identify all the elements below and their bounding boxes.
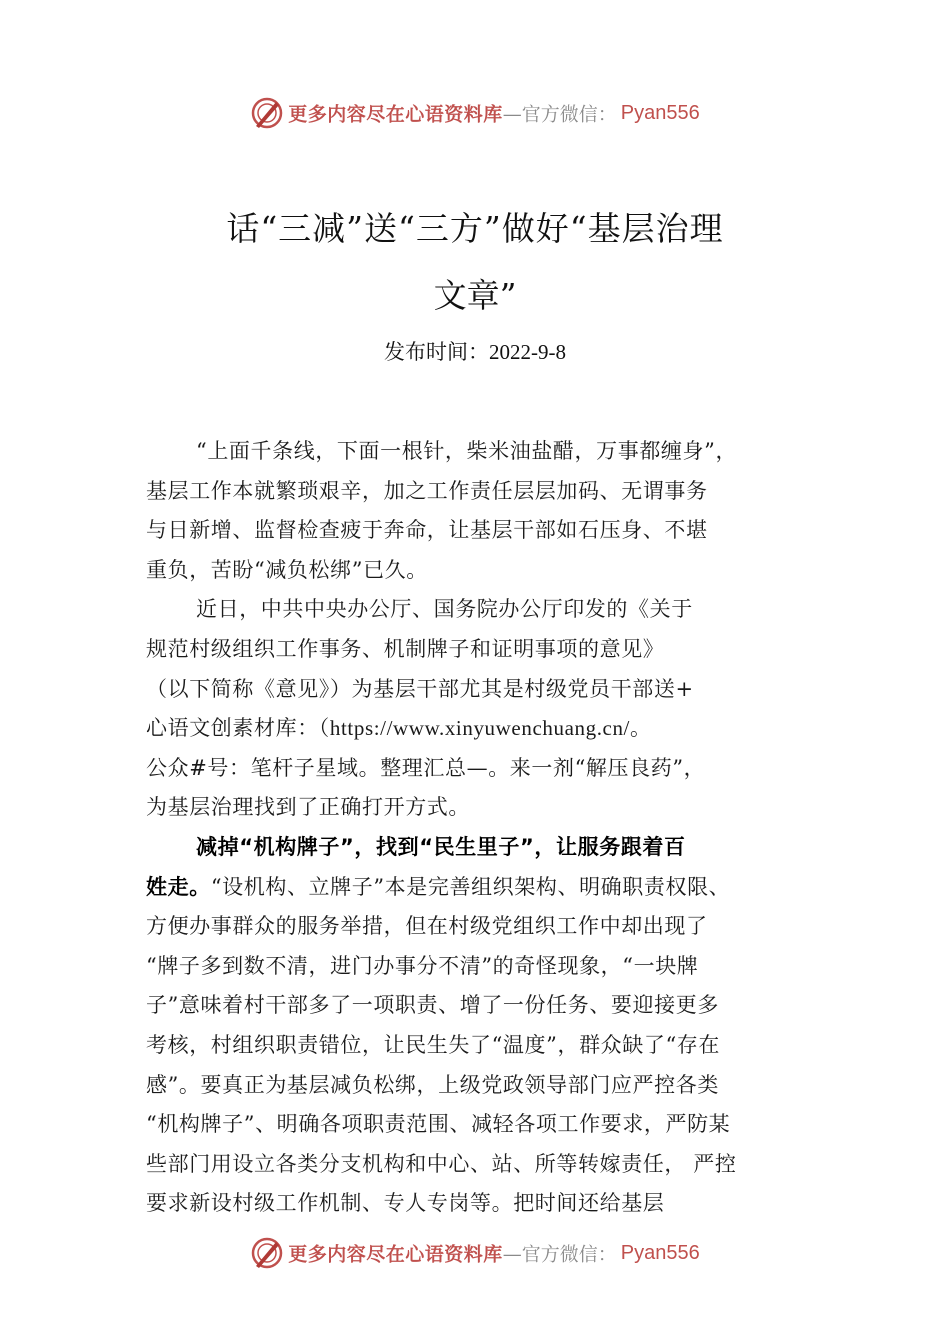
watermark-wechat-id: Pyan556 xyxy=(620,101,700,124)
watermark-dash: —官方微信： xyxy=(502,1243,617,1266)
paragraph-3-line: 方便办事群众的服务举措，但在村级党组织工作中却出现了 xyxy=(146,914,708,939)
footer-watermark xyxy=(0,1236,950,1270)
paragraph-3-line xyxy=(146,868,826,908)
paragraph-2-line: 心语文创素材库：（https://www.xinyuwenchuang.cn/。 xyxy=(146,716,652,741)
paragraph-3-line xyxy=(146,828,826,868)
paragraph-3-text: “设机构、立牌子”本是完善组织架构、明确职责权限、 xyxy=(210,874,731,899)
paragraph-3-line: 要求新设村级工作机制、专人专岗等。把时间还给基层 xyxy=(146,1191,665,1216)
paragraph-3-line: 子”意味着村干部多了一项职责、增了一份任务、要迎接更多 xyxy=(146,993,719,1018)
paragraph-2-line: （以下简称《意见》）为基层干部尤其是村级党员干部送+ xyxy=(146,676,694,701)
paragraph-3-heading: 减掉“机构牌子”，找到“民生里子”，让服务跟着百 xyxy=(196,834,686,859)
paragraph-3-line: 感”。要真正为基层减负松绑，上级党政领导部门应严控各类 xyxy=(146,1072,719,1097)
watermark-brand: 更多内容尽在心语资料库 xyxy=(288,103,503,126)
watermark-dash: —官方微信： xyxy=(502,103,617,126)
paragraph-3-line: 考核，村组织职责错位，让民生失了“温度”，群众缺了“存在 xyxy=(146,1032,721,1057)
paragraph-1-line: “上面千条线，下面一根针，柴米油盐醋，万事都缠身”， xyxy=(196,439,738,463)
article-body xyxy=(146,432,826,1224)
header-watermark xyxy=(0,96,950,130)
paragraph-2-line: 公众#号：笔杆子星域。整理汇总—。来一剂“解压良药”， xyxy=(146,755,706,780)
watermark-brand: 更多内容尽在心语资料库 xyxy=(288,1243,503,1266)
publish-date xyxy=(0,336,950,366)
page-title-line-1: 话“三减”送“三方”做好“基层治理 xyxy=(226,209,724,248)
paragraph-3-heading-end: 姓走。 xyxy=(146,874,211,899)
paragraph-1-line: 基层工作本就繁琐艰辛，加之工作责任层层加码、无谓事务 xyxy=(146,478,708,503)
paragraph-3-line: “牌子多到数不清，进门办事分不清”的奇怪现象，“一块牌 xyxy=(146,953,699,978)
paragraph-1-line: 与日新增、监督检查疲于奔命，让基层干部如石压身、不堪 xyxy=(146,518,708,543)
publish-date-label: 发布时间： xyxy=(384,340,489,364)
paragraph-3-line: “机构牌子”、明确各项职责范围、减轻各项工作要求，严防某 xyxy=(146,1112,731,1137)
watermark-wechat-id: Pyan556 xyxy=(620,1241,700,1264)
paragraph-3-line: 些部门用设立各类分支机构和中心、站、所等转嫁责任， 严控 xyxy=(146,1151,737,1176)
pen-logo-icon xyxy=(250,96,284,130)
paragraph-1-line: 重负，苦盼“减负松绑”已久。 xyxy=(146,557,428,582)
paragraph-2-line: 为基层治理找到了正确打开方式。 xyxy=(146,795,470,820)
paragraph-2-line: 近日，中共中央办公厅、国务院办公厅印发的《关于 xyxy=(196,597,693,622)
page-title-line-2: 文章” xyxy=(433,276,517,315)
pen-logo-icon xyxy=(250,1236,284,1270)
paragraph-2-line: 规范村级组织工作事务、机制牌子和证明事项的意见》 xyxy=(146,636,665,661)
publish-date-value: 2022-9-8 xyxy=(489,340,566,364)
